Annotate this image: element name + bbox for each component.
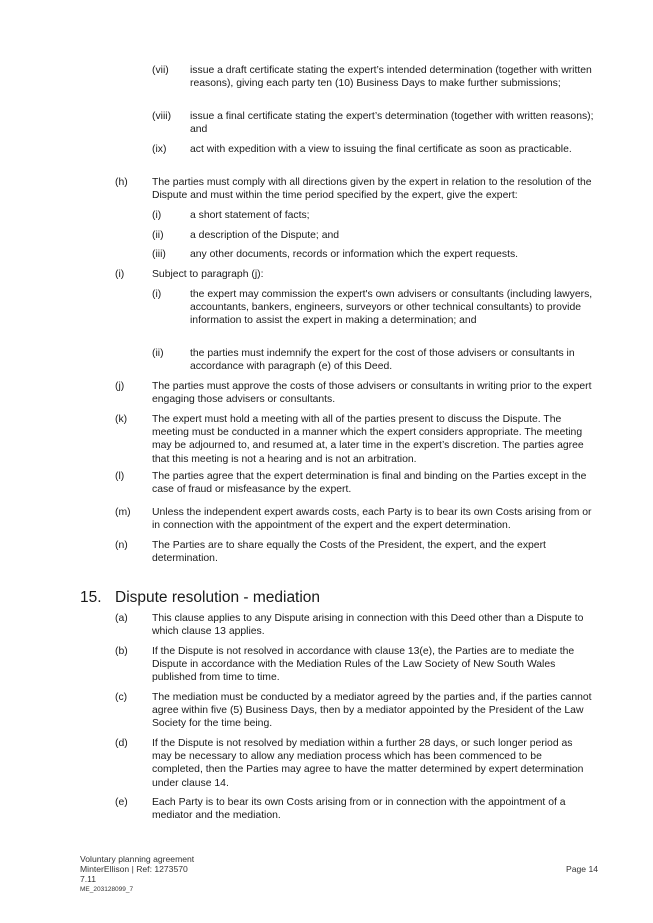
clause-text: If the Dispute is not resolved in accordance with clause 13(e), the Parties are to mediate the Dispute in accordance with the Mediation Rules of the Law Society of New South Wales published from time to time. xyxy=(152,646,575,684)
section-title: Dispute resolution - mediation xyxy=(115,589,321,606)
clause-text: any other documents, records or information which the expert requests. xyxy=(190,249,519,260)
clause-label: (k) xyxy=(115,414,128,425)
clause-label: (ii) xyxy=(152,348,164,359)
clause-label: (j) xyxy=(115,381,125,392)
clause-text: Each Party is to bear its own Costs arising from or in connection with the appointment of a mediator and the mediation. xyxy=(152,797,566,822)
clause-label: (i) xyxy=(115,269,125,280)
clause-text: a short statement of facts; xyxy=(190,210,310,221)
clause-text: issue a final certificate stating the expert’s determination (together with written reasons); and xyxy=(190,111,594,136)
clause-text: The mediation must be conducted by a mediator agreed by the parties and, if the parties cannot agree within five (5) Business Days, then by a mediator appointed by the President of the Law Society for the time being. xyxy=(152,692,592,730)
clause-text: This clause applies to any Dispute arising in connection with this Deed other than a Dispute to which clause 13 applies. xyxy=(152,613,584,638)
clause-text: the parties must indemnify the expert for the cost of those advisers or consultants in accordance with paragraph (e) of this Deed. xyxy=(190,348,575,373)
footer-version: 7.11 xyxy=(80,874,97,885)
section-number: 15. xyxy=(80,589,102,606)
clause-label: (d) xyxy=(115,738,128,749)
footer-ref: MinterEllison | Ref: 1273570 xyxy=(80,864,188,875)
clause-label: (iii) xyxy=(152,249,166,260)
clause-label: (i) xyxy=(152,210,162,221)
clause-text: The parties agree that the expert determination is final and binding on the Parties except in the case of fraud or misfeasance by the expert. xyxy=(152,471,587,496)
footer-doc-title: Voluntary planning agreement xyxy=(80,854,195,864)
clause-label: (ix) xyxy=(152,144,167,155)
clause-label: (vii) xyxy=(152,65,169,76)
clause-label: (ii) xyxy=(152,230,164,241)
footer-doc-id: ME_203128099_7 xyxy=(80,885,134,893)
clause-text: The parties must approve the costs of those advisers or consultants in writing prior to the expert engaging those advisers or consultants. xyxy=(152,381,592,406)
clause-text: The expert must hold a meeting with all of the parties present to discuss the Dispute. The meeting must be conducted in a manner which the expert considers appropriate. The meeting may be adjourned to, and resumed at, a later time in the expert’s discretion. The parties agree that this meeting is not a hearing and is not an arbitration. xyxy=(152,414,584,465)
clause-label: (i) xyxy=(152,289,162,300)
clause-label: (viii) xyxy=(152,111,172,122)
clause-text: issue a draft certificate stating the expert’s intended determination (together with written reasons), giving each party ten (10) Business Days to make further submissions; xyxy=(190,65,592,90)
clause-label: (h) xyxy=(115,177,128,188)
clause-label: (n) xyxy=(115,540,128,551)
clause-label: (l) xyxy=(115,471,125,482)
clause-label: (m) xyxy=(115,507,131,518)
clause-text: Subject to paragraph (j): xyxy=(152,269,264,280)
clause-text: Unless the independent expert awards costs, each Party is to bear its own Costs arising from or in connection with the appointment of the expert and the expert determination. xyxy=(152,507,592,532)
clause-text: The parties must comply with all directions given by the expert in relation to the resolution of the Dispute and must within the time period specified by the expert, give the expert: xyxy=(152,177,592,202)
clause-text: the expert may commission the expert's own advisers or consultants (including lawyers, accountants, bankers, engineers, surveyors or other technical consultants) to provide information to assist the expert in making a determination; and xyxy=(190,289,593,327)
clause-text: If the Dispute is not resolved by mediation within a further 28 days, or such longer period as may be necessary to allow any mediation process which has been commenced to be completed, then the Parties may agree to have the matter determined by expert determination under clause 14. xyxy=(152,738,584,789)
clause-text: act with expedition with a view to issuing the final certificate as soon as practicable. xyxy=(190,144,572,155)
clause-label: (b) xyxy=(115,646,128,657)
clause-label: (e) xyxy=(115,797,128,808)
clause-text: The Parties are to share equally the Costs of the President, the expert, and the expert determination. xyxy=(152,540,546,565)
clause-label: (a) xyxy=(115,613,128,624)
footer xyxy=(80,854,194,895)
page-number: Page 14 xyxy=(566,864,599,874)
clause-text: a description of the Dispute; and xyxy=(190,230,340,241)
clause-label: (c) xyxy=(115,692,128,703)
